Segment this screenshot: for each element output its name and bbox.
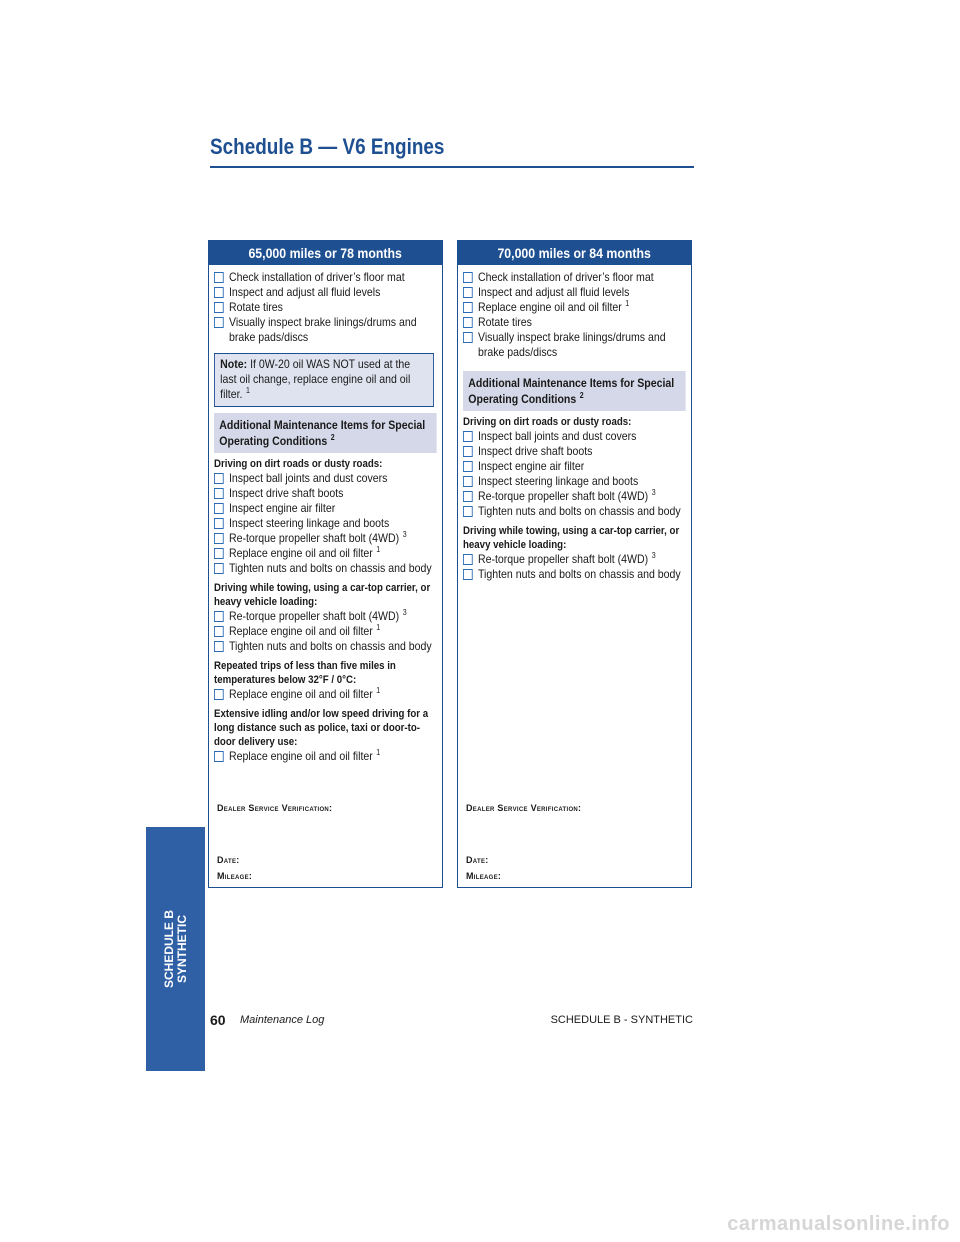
checklist-item: Re-torque propeller shaft bolt (4WD) $^3$ xyxy=(214,531,437,546)
checklist-item: Check installation of driver’s floor mat xyxy=(463,270,686,285)
checkbox[interactable] xyxy=(214,548,224,559)
mileage-label: Mileage: xyxy=(217,871,253,881)
checklist-item: Inspect engine air filter xyxy=(214,501,437,516)
section-heading: Extensive idling and/or low speed driving for a long distance such as police, taxi or door-to-door delivery use: xyxy=(214,708,429,748)
checkbox[interactable] xyxy=(463,506,473,517)
oil-note: Note: If 0W-20 oil WAS NOT used at the last oil change, replace engine oil and oil filter. $^1$ xyxy=(214,353,434,407)
checklist-item: Tighten nuts and bolts on chassis and body xyxy=(214,639,437,654)
checkbox[interactable] xyxy=(463,332,473,343)
section-heading: Driving on dirt roads or dusty roads: xyxy=(214,458,383,470)
checkbox[interactable] xyxy=(214,302,224,313)
checklist-item: Inspect drive shaft boots xyxy=(463,444,686,459)
title-rule xyxy=(210,166,694,168)
checkbox[interactable] xyxy=(214,272,224,283)
checklist-item: Replace engine oil and oil filter $^1$ xyxy=(214,749,437,764)
checkbox[interactable] xyxy=(214,488,224,499)
checklist-item: Rotate tires xyxy=(214,300,437,315)
section-heading: Driving on dirt roads or dusty roads: xyxy=(463,416,632,428)
section-heading: Repeated trips of less than five miles in temperatures below 32°F / 0°C: xyxy=(214,660,396,686)
checklist-item: Inspect and adjust all fluid levels xyxy=(214,285,437,300)
additional-items-header: Additional Maintenance Items for Special Operating Conditions $^2$ xyxy=(214,413,437,453)
checklist-item: Replace engine oil and oil filter $^1$ xyxy=(463,300,686,315)
checkbox[interactable] xyxy=(214,641,224,652)
checklist-item: Inspect ball joints and dust covers xyxy=(214,471,437,486)
checkbox[interactable] xyxy=(214,473,224,484)
side-tab-label: SCHEDULE B SYNTHETIC xyxy=(161,909,189,989)
checkbox[interactable] xyxy=(214,563,224,574)
mileage-label: Mileage: xyxy=(466,871,502,881)
checklist-item: Re-torque propeller shaft bolt (4WD) $^3$ xyxy=(463,489,686,504)
checkbox[interactable] xyxy=(214,611,224,622)
column-header: 65,000 miles or 78 months xyxy=(209,241,442,265)
checkbox[interactable] xyxy=(463,446,473,457)
service-column-65000 xyxy=(208,240,443,888)
date-label: Date: xyxy=(217,855,240,865)
checkbox[interactable] xyxy=(463,491,473,502)
checklist-item: Inspect drive shaft boots xyxy=(214,486,437,501)
section-heading: Driving while towing, using a car-top carrier, or heavy vehicle loading: xyxy=(463,525,680,551)
checklist-item: Inspect engine air filter xyxy=(463,459,686,474)
checkbox[interactable] xyxy=(463,317,473,328)
checkbox[interactable] xyxy=(463,554,473,565)
section-heading: Driving while towing, using a car-top carrier, or heavy vehicle loading: xyxy=(214,582,431,608)
checkbox[interactable] xyxy=(214,503,224,514)
main-checklist xyxy=(214,270,437,345)
checklist-item: Re-torque propeller shaft bolt (4WD) $^3$ xyxy=(214,609,437,624)
checklist-item: Visually inspect brake linings/drums and brake pads/discs xyxy=(463,330,686,360)
checkbox[interactable] xyxy=(463,287,473,298)
checklist-item: Inspect ball joints and dust covers xyxy=(463,429,686,444)
checkbox[interactable] xyxy=(463,302,473,313)
page-title: Schedule B — V6 Engines xyxy=(210,134,445,159)
checklist-item: Replace engine oil and oil filter $^1$ xyxy=(214,546,437,561)
checkbox[interactable] xyxy=(214,533,224,544)
dealer-verification-label: Dealer Service Verification: xyxy=(466,803,582,813)
watermark: carmanualsonline.info xyxy=(727,1213,950,1235)
additional-items-header: Additional Maintenance Items for Special Operating Conditions $^2$ xyxy=(463,371,686,411)
service-column-70000 xyxy=(457,240,692,888)
checklist-item: Check installation of driver’s floor mat xyxy=(214,270,437,285)
checkbox[interactable] xyxy=(214,317,224,328)
dealer-verification-label: Dealer Service Verification: xyxy=(217,803,333,813)
page-label: Maintenance Log xyxy=(240,1014,325,1026)
checklist-item: Inspect and adjust all fluid levels xyxy=(463,285,686,300)
checkbox[interactable] xyxy=(214,626,224,637)
checklist-item: Visually inspect brake linings/drums and brake pads/discs xyxy=(214,315,437,345)
checkbox[interactable] xyxy=(463,461,473,472)
checkbox[interactable] xyxy=(214,751,224,762)
checklist-item: Tighten nuts and bolts on chassis and body xyxy=(463,567,686,582)
page-number: 60 xyxy=(210,1012,226,1028)
checkbox[interactable] xyxy=(463,272,473,283)
checkbox[interactable] xyxy=(463,431,473,442)
checklist-item: Tighten nuts and bolts on chassis and body xyxy=(463,504,686,519)
checklist-item: Replace engine oil and oil filter $^1$ xyxy=(214,624,437,639)
column-header: 70,000 miles or 84 months xyxy=(458,241,691,265)
checklist-item: Rotate tires xyxy=(463,315,686,330)
checkbox[interactable] xyxy=(214,518,224,529)
date-label: Date: xyxy=(466,855,489,865)
checklist-item: Re-torque propeller shaft bolt (4WD) $^3$ xyxy=(463,552,686,567)
checklist-item: Inspect steering linkage and boots xyxy=(214,516,437,531)
checklist-item: Replace engine oil and oil filter $^1$ xyxy=(214,687,437,702)
checkbox[interactable] xyxy=(214,689,224,700)
checkbox[interactable] xyxy=(463,569,473,580)
checkbox[interactable] xyxy=(463,476,473,487)
checkbox[interactable] xyxy=(214,287,224,298)
footer-section-label: SCHEDULE B - SYNTHETIC xyxy=(550,1014,693,1026)
checklist-item: Tighten nuts and bolts on chassis and body xyxy=(214,561,437,576)
main-checklist xyxy=(463,270,686,360)
checklist-item: Inspect steering linkage and boots xyxy=(463,474,686,489)
